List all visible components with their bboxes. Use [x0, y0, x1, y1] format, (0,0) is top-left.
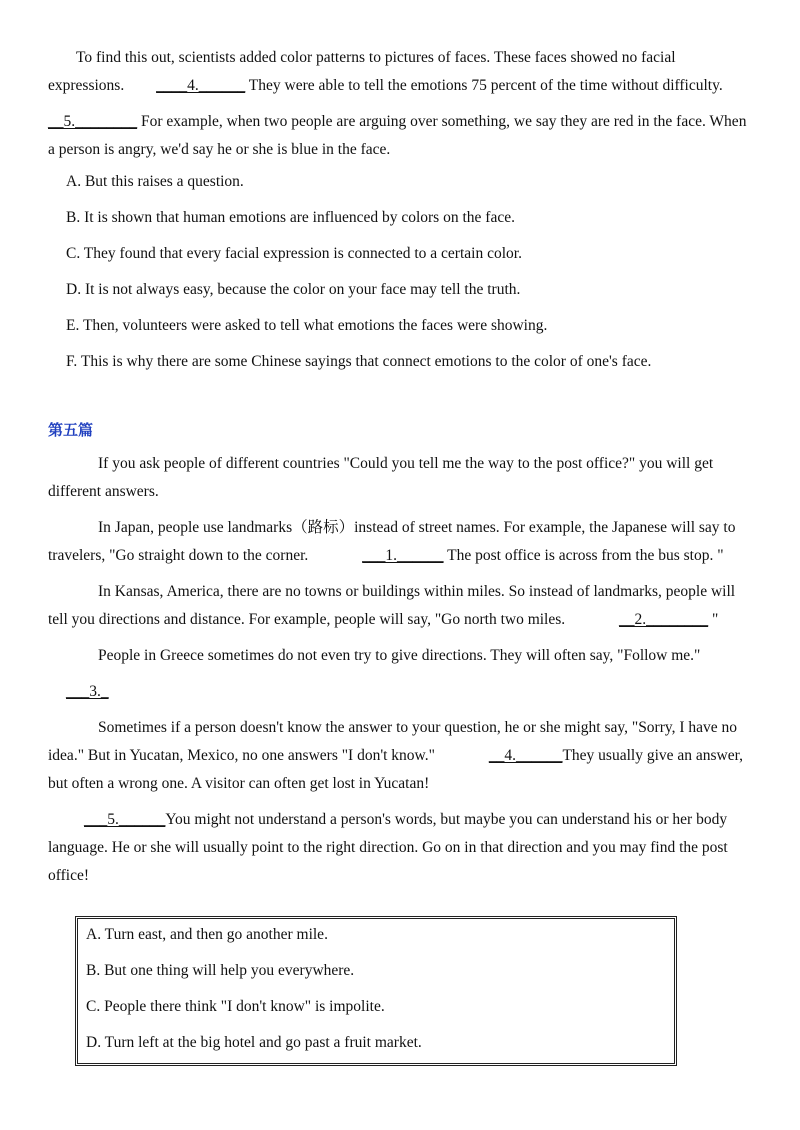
paragraph-text: In Kansas, America, there are no towns or buildings within miles. So instead of landmarks, people will tell you directions and distance. For example, people will say, "Go north two miles.	[48, 583, 736, 628]
box-option-a: A. Turn east, and then go another mile.	[86, 926, 328, 943]
answer-blank-3: ___3._	[66, 683, 109, 700]
answer-blank-4: __4.______	[488, 747, 563, 764]
option-e: E. Then, volunteers were asked to tell what emotions the faces were showing.	[66, 317, 548, 334]
paragraph-text: To find this out, scientists added color patterns to pictures of faces. These faces showed no facial expressions.	[48, 49, 676, 94]
option-f: F. This is why there are some Chinese sayings that connect emotions to the color of one's face.	[66, 353, 652, 370]
box-option-c: C. People there think "I don't know" is impolite.	[86, 998, 385, 1015]
answer-blank-5: __5.________	[48, 113, 138, 130]
box-option-d: D. Turn left at the big hotel and go past a fruit market.	[86, 1034, 422, 1051]
passage5-paragraph-4: People in Greece sometimes do not even try to give directions. They will often say, "Follow me."	[98, 647, 701, 664]
paragraph-text: In Japan, people use landmarks（路标）instead of street names. For example, the Japanese will say to travelers, "Go straight down to the corner.	[48, 519, 736, 564]
box-option-b: B. But one thing will help you everywhere.	[86, 962, 355, 979]
options-box	[75, 916, 677, 1066]
passage4-options	[48, 172, 752, 372]
paragraph-text: They were able to tell the emotions 75 percent of the time without difficulty.	[245, 77, 723, 94]
paragraph-text: You might not understand a person's words, but maybe you can understand his or her body language. He or she will usually point to the right direction. Go on in that direction and you may find the post office!	[48, 811, 728, 884]
passage5-paragraph-5	[48, 714, 752, 798]
passage4-paragraph-1	[48, 44, 752, 100]
answer-blank-2: __2.________	[619, 611, 709, 628]
passage5-paragraph-3	[48, 578, 752, 634]
passage5-paragraph-6	[48, 806, 752, 890]
paragraph-text: Sometimes if a person doesn't know the answer to your question, he or she might say, "Sorry, I have no idea." But in Yucatan, Mexico, no one answers "I don't know."	[48, 719, 738, 764]
paragraph-text: They usually give an answer, but often a wrong one. A visitor can often get lost in Yucatan!	[48, 747, 744, 792]
option-b: B. It is shown that human emotions are influenced by colors on the face.	[66, 209, 515, 226]
answer-blank-4: ____4.______	[156, 77, 246, 94]
section-heading: 第五篇	[48, 421, 94, 439]
paragraph-text: For example, when two people are arguing over something, we say they are red in the face. When a person is angry, we'd say he or she is blue in the face.	[48, 113, 747, 158]
passage5-paragraph-1: If you ask people of different countries "Could you tell me the way to the post office?" you will get different answers.	[48, 455, 714, 500]
passage5-body	[48, 450, 752, 890]
option-c: C. They found that every facial expression is connected to a certain color.	[66, 245, 522, 262]
answer-blank-5: ___5.______	[84, 811, 166, 828]
passage5-blank-line-3	[48, 678, 752, 706]
passage5-paragraph-2	[48, 514, 752, 570]
paragraph-text: "	[708, 611, 719, 628]
answer-blank-1: ___1.______	[362, 547, 444, 564]
option-a: A. But this raises a question.	[66, 173, 244, 190]
passage4-paragraph-2	[48, 108, 752, 164]
option-d: D. It is not always easy, because the color on your face may tell the truth.	[66, 281, 521, 298]
document-page	[48, 44, 752, 890]
paragraph-text: The post office is across from the bus stop. "	[443, 547, 724, 564]
